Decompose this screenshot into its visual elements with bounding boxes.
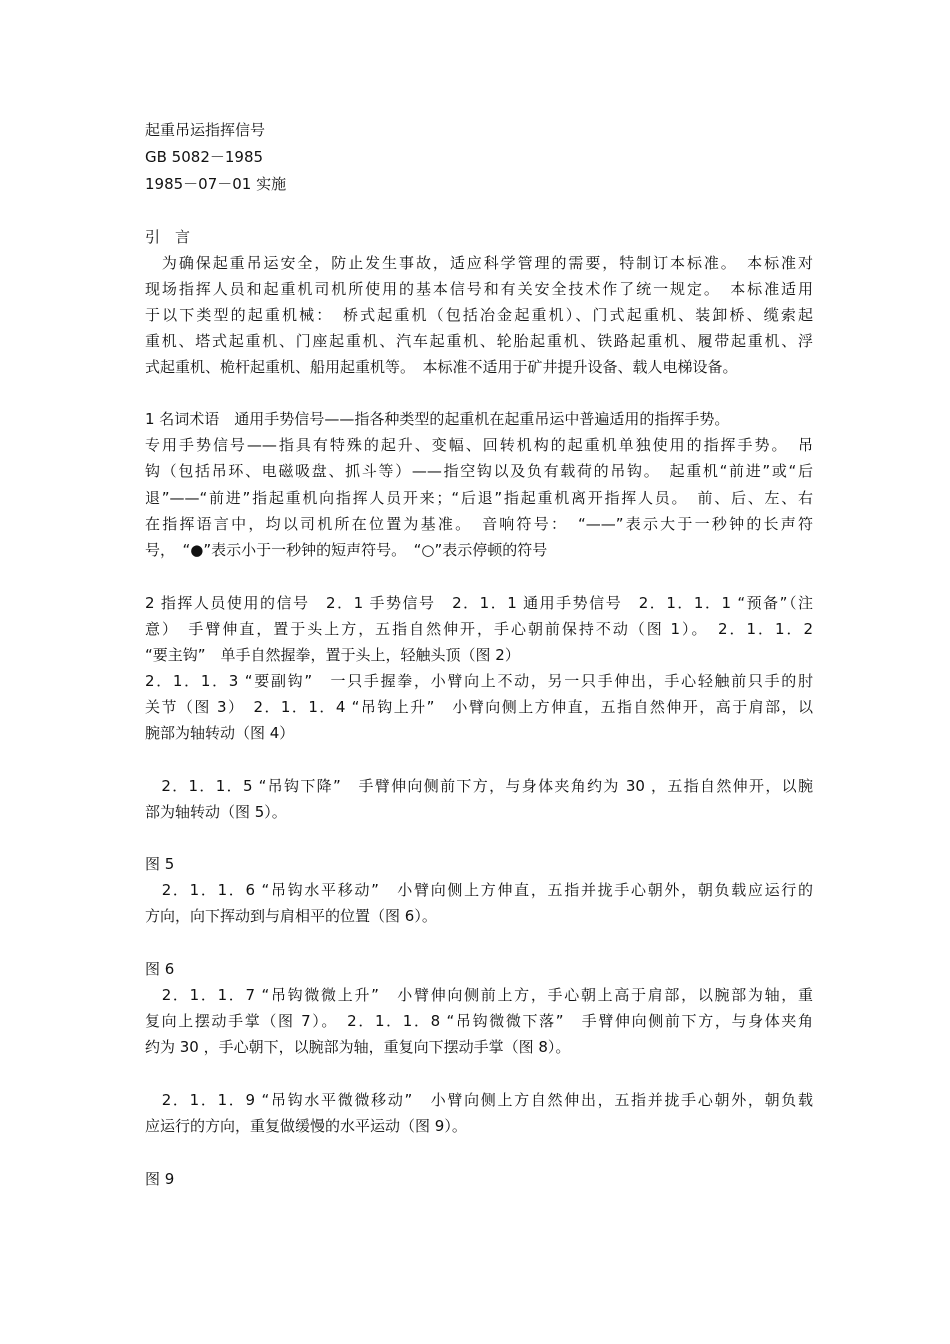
body-line: 于以下类型的起重机械： 桥式起重机（包括冶金起重机）、门式起重机、装卸桥、缆索起 bbox=[145, 306, 813, 324]
section-1-line: 1 名词术语 通用手势信号——指各种类型的起重机在起重吊运中普遍适用的指挥手势。 bbox=[145, 410, 730, 428]
body-line: 号， “●”表示小于一秒钟的短声符号。 “○”表示停顿的符号 bbox=[145, 541, 548, 559]
section-2-line: 2 指挥人员使用的信号 2．1 手势信号 2．1．1 通用手势信号 2．1．1．1 “预备”（注 bbox=[145, 594, 813, 612]
effective-date: 1985－07－01 实施 bbox=[145, 175, 287, 193]
body-line: 为确保起重吊运安全，防止发生事故，适应科学管理的需要，特制订本标准。 本标准对 bbox=[145, 254, 813, 272]
body-line: 方向，向下挥动到与肩相平的位置（图 6）。 bbox=[145, 907, 437, 925]
body-line: 式起重机、桅杆起重机、船用起重机等。 本标准不适用于矿井提升设备、载人电梯设备。 bbox=[145, 358, 738, 376]
standard-number: GB 5082－1985 bbox=[145, 148, 264, 166]
body-line: “要主钩” 单手自然握拳，置于头上，轻触头顶（图 2） bbox=[145, 646, 520, 664]
figure-caption: 图 5 bbox=[145, 855, 175, 873]
body-line: 在指挥语言中，均以司机所在位置为基准。 音响符号： “——”表示大于一秒钟的长声符 bbox=[145, 515, 813, 533]
body-line: 应运行的方向，重复做缓慢的水平运动（图 9）。 bbox=[145, 1117, 467, 1135]
body-line: 复向上摆动手掌（图 7）。 2．1．1．8 “吊钩微微下落” 手臂伸向侧前下方，与身体夹角 bbox=[145, 1012, 813, 1030]
body-line: 钩（包括吊环、电磁吸盘、抓斗等）——指空钩以及负有载荷的吊钩。 起重机“前进”或“后 bbox=[145, 462, 813, 480]
section-heading-intro: 引 言 bbox=[145, 228, 191, 246]
document-title: 起重吊运指挥信号 bbox=[145, 121, 266, 139]
body-line: 2．1．1．6 “吊钩水平移动” 小臂向侧上方伸直，五指并拢手心朝外，朝负载应运行的 bbox=[145, 881, 813, 899]
body-line: 重机、塔式起重机、门座起重机、汽车起重机、轮胎起重机、铁路起重机、履带起重机、浮 bbox=[145, 332, 813, 350]
body-line: 现场指挥人员和起重机司机所使用的基本信号和有关安全技术作了统一规定。 本标准适用 bbox=[145, 280, 813, 298]
body-line: 专用手势信号——指具有特殊的起升、变幅、回转机构的起重机单独使用的指挥手势。 吊 bbox=[145, 436, 813, 454]
body-line: 2．1．1．3 “要副钩” 一只手握拳，小臂向上不动，另一只手伸出，手心轻触前只手的肘 bbox=[145, 672, 813, 690]
body-line: 退”——“前进”指起重机向指挥人员开来；“后退”指起重机离开指挥人员。 前、后、左、右 bbox=[145, 489, 813, 507]
body-line: 2．1．1．7 “吊钩微微上升” 小臂伸向侧前上方，手心朝上高于肩部，以腕部为轴，重 bbox=[145, 986, 813, 1004]
figure-caption: 图 9 bbox=[145, 1170, 175, 1188]
body-line: 2．1．1．5 “吊钩下降” 手臂伸向侧前下方，与身体夹角约为 30 ，五指自然伸开，以腕 bbox=[145, 777, 813, 795]
figure-caption: 图 6 bbox=[145, 960, 175, 978]
body-line: 关节（图 3） 2．1．1．4 “吊钩上升” 小臂向侧上方伸直，五指自然伸开，高于肩部，以 bbox=[145, 698, 813, 716]
body-line: 部为轴转动（图 5）。 bbox=[145, 803, 287, 821]
body-line: 意） 手臂伸直，置于头上方，五指自然伸开，手心朝前保持不动（图 1）。 2．1．1．2 bbox=[145, 620, 813, 638]
body-line: 腕部为轴转动（图 4） bbox=[145, 724, 295, 742]
body-line: 约为 30 ，手心朝下，以腕部为轴，重复向下摆动手掌（图 8）。 bbox=[145, 1038, 571, 1056]
body-line: 2．1．1．9 “吊钩水平微微移动” 小臂向侧上方自然伸出，五指并拢手心朝外，朝负载 bbox=[145, 1091, 813, 1109]
